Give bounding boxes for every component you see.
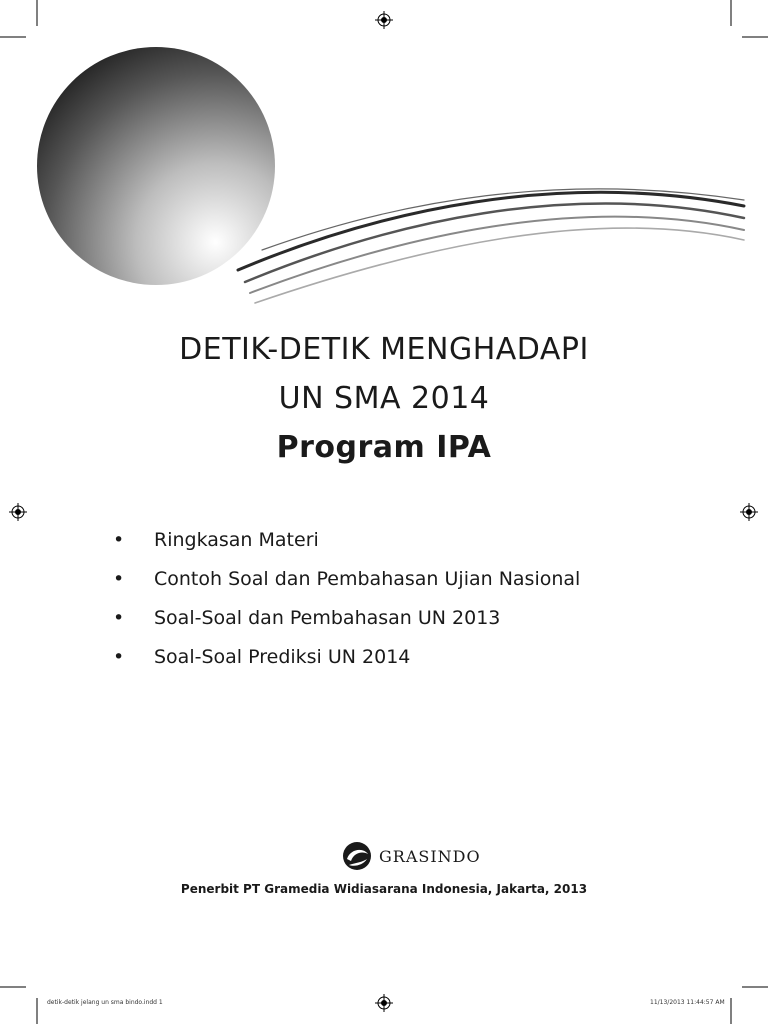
print-slug-timestamp: 11/13/2013 11:44:57 AM — [650, 999, 725, 1006]
feature-list — [110, 526, 580, 682]
gradient-sphere — [37, 47, 275, 285]
grasindo-swirl-icon — [341, 839, 373, 873]
bullet: • — [113, 607, 125, 629]
publisher-logo-text: GRASINDO — [379, 846, 481, 866]
bullet: • — [113, 568, 125, 590]
list-item-text: Soal-Soal Prediksi UN 2014 — [154, 646, 411, 668]
list-item — [110, 643, 580, 682]
print-slug-filename: detik-detik jelang un sma bindo.indd 1 — [47, 999, 163, 1006]
publisher-line: Penerbit PT Gramedia Widiasarana Indonesia, Jakarta, 2013 — [180, 882, 588, 896]
list-item — [110, 565, 580, 604]
title-line-2: UN SMA 2014 — [278, 381, 490, 416]
bullet: • — [113, 529, 125, 551]
swoosh-lines — [238, 189, 744, 303]
title-line-3: Program IPA — [276, 430, 492, 465]
list-item-text: Soal-Soal dan Pembahasan UN 2013 — [154, 607, 501, 629]
publisher-logo — [341, 838, 481, 874]
bullet: • — [113, 646, 125, 668]
list-item — [110, 526, 580, 565]
title-line-1: DETIK-DETIK MENGHADAPI — [179, 332, 589, 367]
list-item-text: Ringkasan Materi — [154, 529, 319, 551]
list-item — [110, 604, 580, 643]
list-item-text: Contoh Soal dan Pembahasan Ujian Nasional — [154, 568, 581, 590]
